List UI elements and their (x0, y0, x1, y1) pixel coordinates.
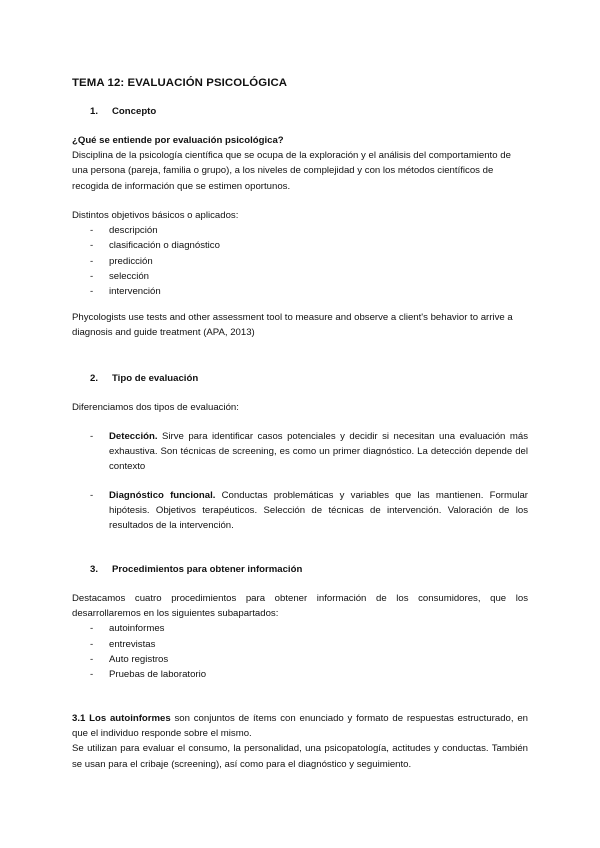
concepto-question: ¿Qué se entiende por evaluación psicológica? (72, 135, 284, 146)
section-number: 3. (90, 564, 99, 575)
tipos-intro: Diferenciamos dos tipos de evaluación: (72, 402, 239, 413)
list-item: - entrevistas (72, 637, 528, 652)
procedimientos-block (72, 591, 528, 682)
objectives-block (72, 208, 528, 299)
section-heading-tipo (72, 371, 528, 386)
list-item: - selección (72, 269, 528, 284)
term-deteccion: Detección. (109, 431, 158, 442)
section-label: Concepto (112, 106, 157, 117)
list-item: - Pruebas de laboratorio (72, 667, 528, 682)
section-label: Procedimientos para obtener información (112, 564, 303, 575)
concepto-block (72, 133, 528, 194)
list-item: - intervención (72, 284, 528, 299)
section-heading-procedimientos (72, 562, 528, 577)
term-diagnostico-text: Conductas problemáticas y variables que las mantienen. Formular hipótesis. Objetivos terapéuticos. Selección de técnicas de intervención. Valoración de los resultados de la intervención. (109, 490, 528, 532)
procedimientos-list (72, 621, 528, 682)
list-item: - clasificación o diagnóstico (72, 238, 528, 253)
objectives-intro: Distintos objetivos básicos o aplicados: (72, 210, 239, 221)
list-item: - predicción (72, 254, 528, 269)
autoinformes-uses: Se utilizan para evaluar el consumo, la personalidad, una psicopatología, actitudes y conductas. También se usan para el cribaje (screening), así como para el diagnóstico y seguimiento. (72, 743, 528, 770)
autoinformes-paragraph (72, 711, 528, 741)
section-heading-concepto (72, 104, 528, 119)
section-number: 1. (90, 106, 99, 117)
autoinformes-heading: 3.1 Los autoinformes (72, 713, 171, 724)
autoinformes-text: son conjuntos de ítems con enunciado y formato de respuestas estructurado, en que el individuo responde sobre el mismo. (72, 713, 528, 740)
page-title: TEMA 12: EVALUACIÓN PSICOLÓGICA (72, 77, 288, 89)
concepto-definition: Disciplina de la psicología científica que se ocupa de la exploración y el análisis del comportamiento de una persona (pareja, familia o grupo), a los niveles de complejidad y con los métodos científicos de recogida de información que se estimen oportunos. (72, 150, 511, 192)
procedimientos-intro: Destacamos cuatro procedimientos para obtener información de los consumidores, que los desarrollaremos en los siguientes subapartados: (72, 593, 528, 620)
list-item (72, 488, 528, 534)
term-diagnostico: Diagnóstico funcional. (109, 490, 216, 501)
list-item: - autoinformes (72, 621, 528, 636)
tipo-item-deteccion (72, 429, 528, 475)
tipo-item-diagnostico (72, 488, 528, 534)
section-number: 2. (90, 373, 99, 384)
list-item (72, 429, 528, 475)
objectives-list (72, 223, 528, 299)
apa-quote: Phycologists use tests and other assessment tool to measure and observe a client's behavior to arrive a diagnosis and guide treatment (APA, 2013) (72, 312, 513, 339)
autoinformes-block (72, 711, 528, 772)
list-item: - Auto registros (72, 652, 528, 667)
term-deteccion-text: Sirve para identificar casos potenciales y decidir si necesitan una evaluación más exhaustiva. Son técnicas de screening, es como un primer diagnóstico. La detección depende del contexto (109, 431, 528, 473)
section-label: Tipo de evaluación (112, 373, 199, 384)
list-item: - descripción (72, 223, 528, 238)
